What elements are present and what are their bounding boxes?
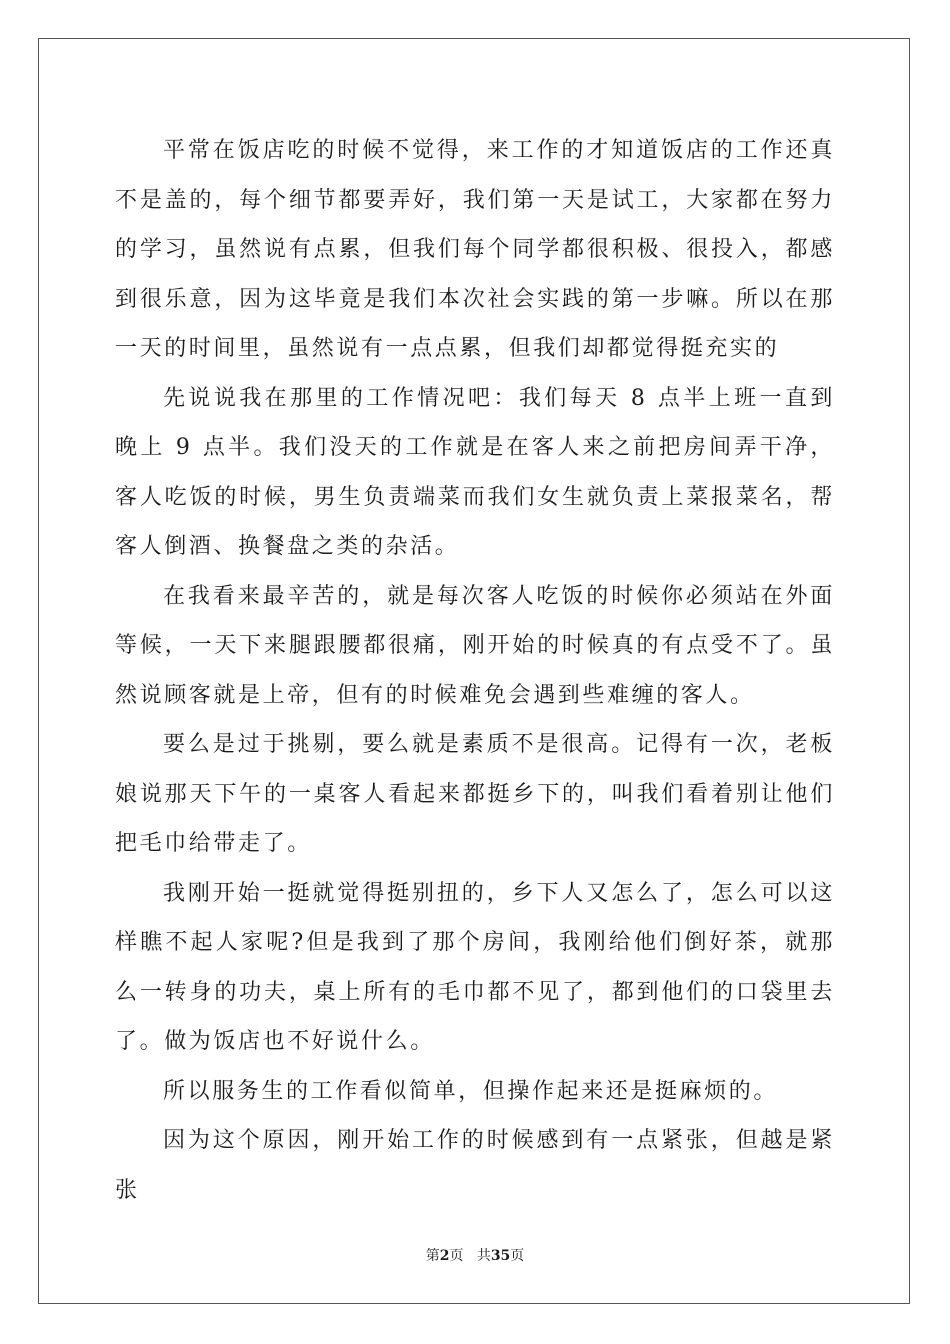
total-prefix: 共 bbox=[476, 1248, 491, 1264]
total-pages: 35 bbox=[490, 1248, 511, 1264]
paragraph-1: 平常在饭店吃的时候不觉得，来工作的才知道饭店的工作还真不是盖的，每个细节都要弄好，我们第一天是试工，大家都在努力的学习，虽然说有点累，但我们每个同学都很积极、很投入，都感到很乐意，因为这毕竟是我们本次社会实践的第一步嘛。所以在那一天的时间里，虽然说有一点点累，但我们却都觉得挺充实的 bbox=[115, 138, 835, 361]
total-suffix: 页 bbox=[510, 1248, 525, 1264]
page-suffix: 页 bbox=[449, 1248, 464, 1264]
paragraph-4: 要么是过于挑剔，要么就是素质不是很高。记得有一次，老板娘说那天下午的一桌客人看起来都挺乡下的，叫我们看着别让他们把毛巾给带走了。 bbox=[115, 732, 835, 856]
paragraph-3: 在我看来最辛苦的，就是每次客人吃饭的时候你必须站在外面等候，一天下来腿跟腰都很痛，刚开始的时候真的有点受不了。虽然说顾客就是上帝，但有的时候难免会遇到些难缠的客人。 bbox=[115, 583, 835, 708]
page-number: 2 bbox=[439, 1248, 450, 1264]
paragraph-2: 先说说我在那里的工作情况吧：我们每天 8 点半上班一直到晚上 9 点半。我们没天的工作就是在客人来之前把房间弄干净，客人吃饭的时候，男生负责端菜而我们女生就负责上菜报菜名，帮客人倒酒、换餐盘之类的杂活。 bbox=[115, 385, 835, 559]
paragraph-5: 我刚开始一挺就觉得挺别扭的，乡下人又怎么了，怎么可以这样瞧不起人家呢?但是我到了那个房间，我刚给他们倒好茶，就那么一转身的功夫，桌上所有的毛巾都不见了，都到他们的口袋里去了。做为饭店也不好说什么。 bbox=[115, 880, 835, 1054]
page-footer bbox=[0, 1245, 950, 1265]
page-prefix: 第 bbox=[425, 1248, 440, 1264]
paragraph-7: 因为这个原因，刚开始工作的时候感到有一点紧张，但越是紧张 bbox=[115, 1128, 835, 1203]
document-body bbox=[115, 126, 835, 1215]
paragraph-6: 所以服务生的工作看似简单，但操作起来还是挺麻烦的。 bbox=[163, 1078, 779, 1104]
